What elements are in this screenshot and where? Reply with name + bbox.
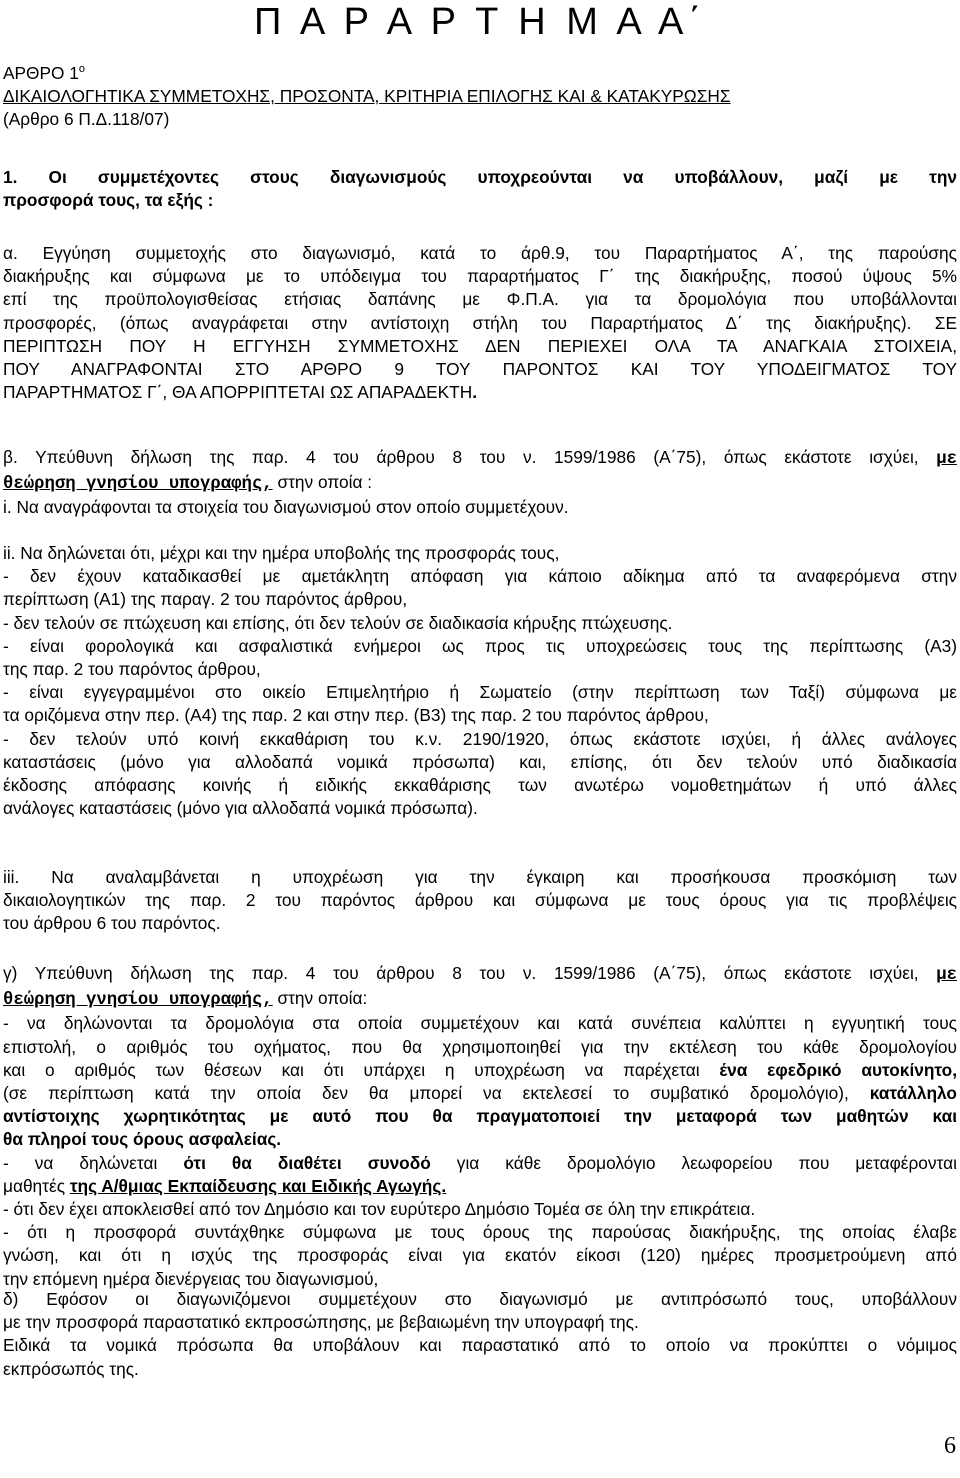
- article-reference: (Αρθρο 6 Π.Δ.118/07): [3, 109, 170, 130]
- paragraph-ii: ii. Να δηλώνεται ότι, μέχρι και την ημέρα υποβολής της προσφοράς τους, - δεν έχουν καταδικασθεί με αμετάκλητη απόφαση για κάποιο αδίκημα από τα αναφερόμενα στην περίπτωση (Α1) της παραγ. 2 του παρόντος άρθρου, - δεν τελούν σε πτώχευση και επίσης, ότι δεν τελούν σε διαδικασία κήρυξης πτώχευσης. - είναι φορολογικά και ασφαλιστικά ενήμεροι ως προς τις υποχρεώσεις τους της περίπτωσης (Α3) της παρ. 2 του παρόντος άρθρου, - είναι εγγεγραμμένοι στο οικείο Επιμελητήριο ή Σωματείο (στην περίπτωση των Ταξί) σύμφωνα με τα οριζόμενα στην περ. (Α4) της παρ. 2 και στην περ. (Β3) της παρ. 2 του παρόντος άρθρου, - δεν τελούν υπό κοινή εκκαθάριση του κ.ν. 2190/1920, όπως εκάστοτε ισχύει, ή άλλες ανάλογες καταστάσεις (μόνο για αλλοδαπά νομικά πρόσωπα) και, επίσης, ότι δεν τελούν υπό διαδικασία έκδοσης απόφασης κοινής ή ειδικής εκκαθάρισης των ανωτέρω νομοθετημάτων ή υπό άλλες ανάλογες καταστάσεις (μόνο για αλλοδαπά νομικά πρόσωπα).: [3, 543, 957, 819]
- page-number: 6: [944, 1433, 956, 1459]
- article-header: [3, 62, 957, 132]
- article-heading: ΑΡΘΡΟ $1^o$: [3, 63, 86, 83]
- item-1: 1. Οι συμμετέχοντες στους διαγωνισμούς υποχρεούνται να υποβάλλουν, μαζί με την προσφορά τους, τα εξής :: [3, 167, 957, 211]
- article-subheading: ΔΙΚΑΙΟΛΟΓΗΤΙΚΑ ΣΥΜΜΕΤΟΧΗΣ, ΠΡΟΣΟΝΤΑ, ΚΡΙΤΗΡΙΑ ΕΠΙΛΟΓΗΣ ΚΑΙ & ΚΑΤΑΚΥΡΩΣΗΣ: [3, 86, 731, 107]
- paragraph-alpha: α. Εγγύηση συμμετοχής στο διαγωνισμό, κατά το άρθ.9, του Παραρτήματος Α΄, της παρούσης διακήρυξης και σύμφωνα με το υπόδειγμα του παραρτήματος Γ΄ της διακήρυξης, ποσού ύψους 5% επί της προϋπολογισθείσας ετήσιας δαπάνης με Φ.Π.Α. για τα δρομολόγια που υποβάλλονται προσφορές, (όπως αναγράφεται στην αντίστοιχη στήλη του Παραρτήματος Δ΄ της διακήρυξης). ΣΕ ΠΕΡΙΠΤΩΣΗ ΠΟΥ Η ΕΓΓΥΗΣΗ ΣΥΜΜΕΤΟΧΗΣ ΔΕΝ ΠΕΡΙΕΧΕΙ ΟΛΑ ΤΑ ΑΝΑΓΚΑΙΑ ΣΤΟΙΧΕΙΑ, ΠΟΥ ΑΝΑΓΡΑΦΟΝΤΑΙ ΣΤΟ ΑΡΘΡΟ 9 ΤΟΥ ΠΑΡΟΝΤΟΣ ΚΑΙ ΤΟΥ ΥΠΟΔΕΙΓΜΑΤΟΣ ΤΟΥ ΠΑΡΑΡΤΗΜΑΤΟΣ Γ΄, ΘΑ ΑΠΟΡΡΙΠΤΕΤΑΙ ΩΣ ΑΠΑΡΑΔΕΚΤΗ.: [3, 243, 958, 403]
- paragraph-beta: β. Υπεύθυνη δήλωση της παρ. 4 του άρθρου 8 του ν. 1599/1986 (Α΄75), όπως εκάστοτε ισχύει, με θεώρηση γνησίου υπογραφής, στην οποία : i. Να αναγράφονται τα στοιχεία του διαγωνισμού στον οποίο συμμετέχουν.: [3, 447, 957, 518]
- paragraph-iii: iii. Να αναλαμβάνεται η υποχρέωση για την έγκαιρη και προσήκουσα προσκόμιση των δικαιολογητικών της παρ. 2 του παρόντος άρθρου και σύμφωνα με τους όρους για τις προβλέψεις του άρθρου 6 του παρόντος.: [3, 867, 957, 934]
- paragraph-gamma: γ) Υπεύθυνη δήλωση της παρ. 4 του άρθρου 8 του ν. 1599/1986 (Α΄75), όπως εκάστοτε ισχύει, με θεώρηση γνησίου υπογραφής, στην οποία: - να δηλώνονται τα δρομολόγια στα οποία συμμετέχουν και κατά συνέπεια καλύπτει η εγγυητική τους επιστολή, ο αριθμός του οχήματος, που θα χρησιμοποιηθεί για την εκτέλεση του κάθε δρομολογίου και ο αριθμός των θέσεων και ότι υπάρχει η υποχρέωση να παρέχεται ένα εφεδρικό αυτοκίνητο, (σε περίπτωση κατά την οποία δεν θα μπορεί να εκτελεσεί το συμβατικό δρομολόγιο), κατάλληλο αντίστοιχης χωρητικότητας με αυτό που θα πραγματοποιεί την μεταφορά των μαθητών και θα πληροί τους όρους ασφαλείας. - να δηλώνεται ότι θα διαθέτει συνοδό για κάθε δρομολόγιο λεωφορείου που μεταφέρονται μαθητές της Α/θμιας Εκπαίδευσης και Ειδικής Αγωγής. - ότι δεν έχει αποκλεισθεί από τον Δημόσιο και τον ευρύτερο Δημόσιο Τομέα σε όλη την επικράτεια. - ότι η προσφορά συντάχθηκε σύμφωνα με τους όρους της παρούσας διακήρυξης, της οποίας έλαβε γνώση, και ότι η ισχύς της προσφοράς είναι για εκατόν είκοσι (120) ημέρες προσμετρούμενη από την επόμενη ημέρα διενέργειας του διαγωνισμού,: [3, 963, 958, 1289]
- paragraph-delta: δ) Εφόσον οι διαγωνιζόμενοι συμμετέχουν στο διαγωνισμό με αντιπρόσωπό τους, υποβάλλουν με την προσφορά παραστατικό εκπροσώπησης, με βεβαιωμένη την υπογραφή της. Ειδικά τα νομικά πρόσωπα θα υποβάλουν και παραστατικό από το οποίο να προκύπτει ο νόμιμος εκπρόσωπός της.: [3, 1289, 957, 1379]
- page-title: Π Α Ρ Α Ρ Τ Η Μ Α Α΄: [253, 1, 707, 43]
